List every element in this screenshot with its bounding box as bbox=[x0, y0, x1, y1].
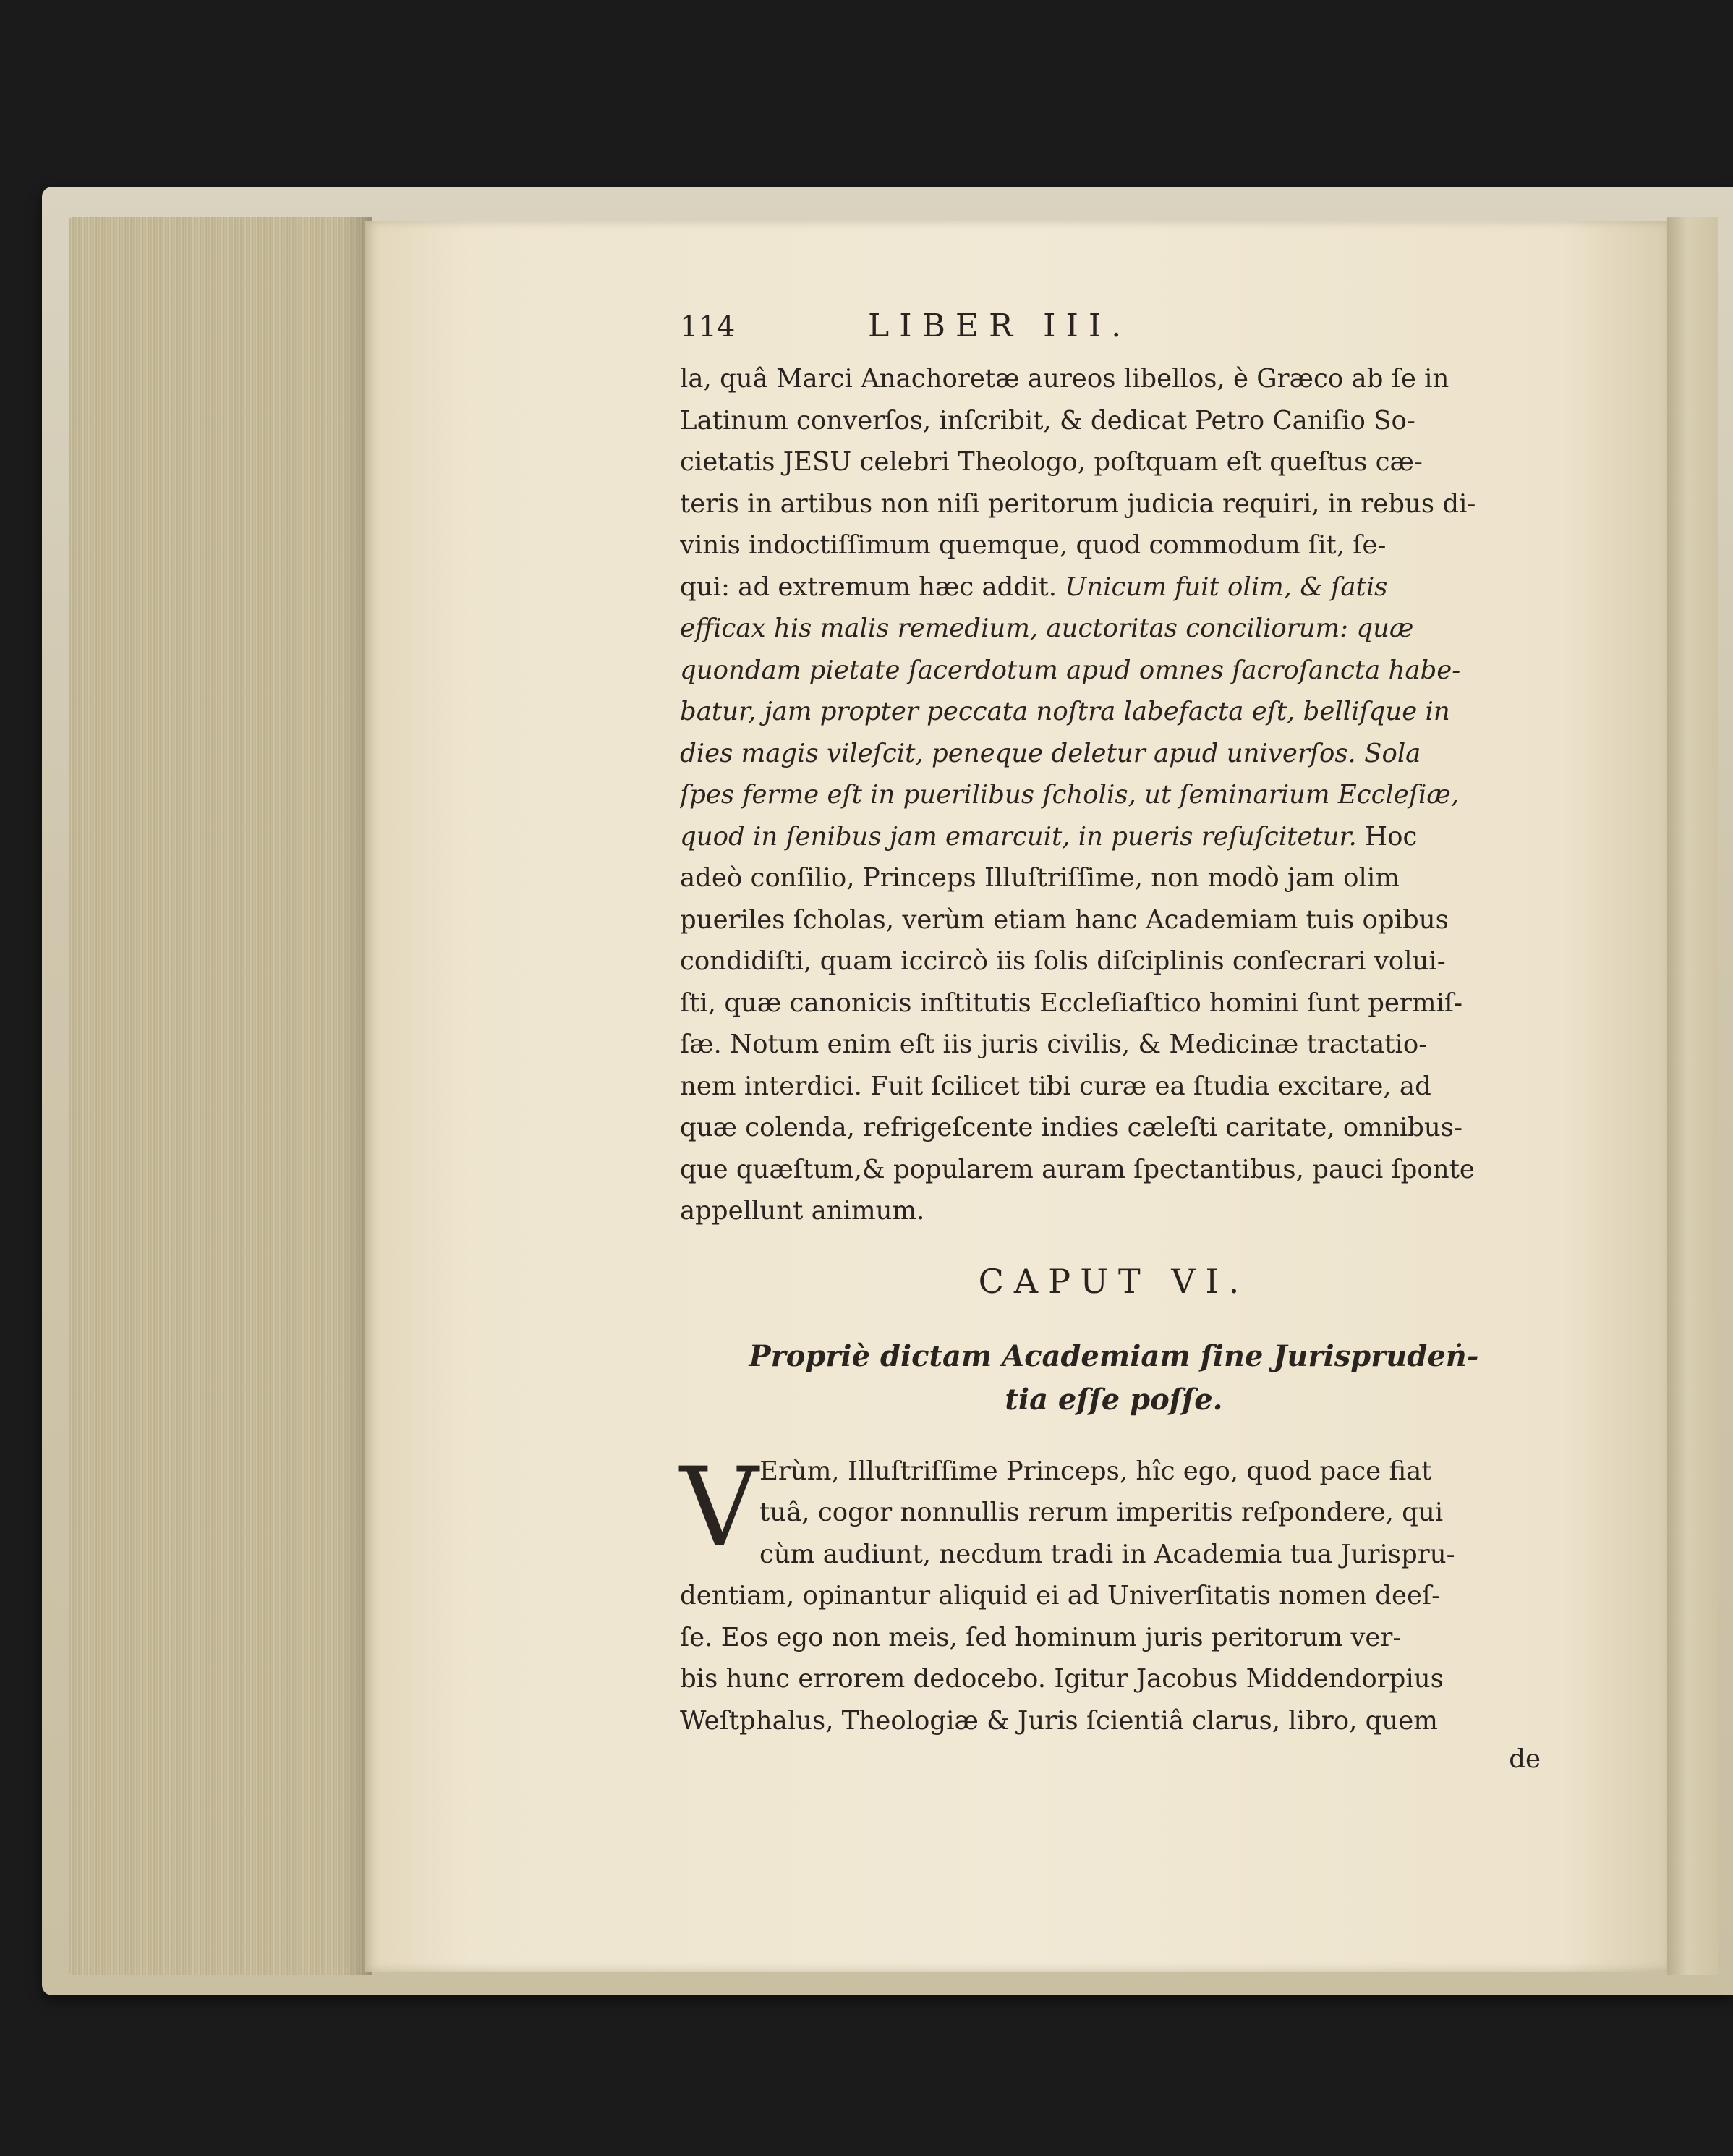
facing-page-edge bbox=[1667, 217, 1718, 1975]
catchword: de bbox=[1509, 1744, 1541, 1774]
chapter-subtitle bbox=[680, 1335, 1548, 1422]
quote-line: dies magis vileſcit, peneque deletur apud univerſos. Sola bbox=[680, 738, 1421, 768]
page-number: 114 bbox=[680, 310, 736, 344]
quote-line: quondam pietate ſacerdotum apud omnes ſacroſancta habe- bbox=[680, 655, 1461, 685]
text-line: ſe. Eos ego non meis, ſed hominum juris peritorum ver- bbox=[680, 1622, 1402, 1652]
text-line: Latinum converſos, inſcribit, & dedicat Petro Caniſio So- bbox=[680, 405, 1415, 436]
text-line: bis hunc errorem dedocebo. Igitur Jacobus Middendorpius bbox=[680, 1664, 1444, 1694]
text-roman: qui: ad extremum hæc addit. bbox=[680, 572, 1065, 602]
text-line: tuâ, cogor nonnullis rerum imperitis reſpondere, qui bbox=[759, 1498, 1444, 1527]
text-italic: Unicum fuit olim, & ſatis bbox=[1065, 572, 1388, 602]
page-edges bbox=[69, 217, 372, 1975]
page-text bbox=[680, 307, 1548, 1778]
text-line: Weſtphalus, Theologiæ & Juris ſcientiâ clarus, libro, quem bbox=[680, 1705, 1438, 1736]
text-line: ſti, quæ canonicis inſtitutis Eccleſiaſtico homini ſunt permiſ- bbox=[680, 988, 1463, 1018]
text-line: adeò conſilio, Princeps Illuſtriſſime, non modò jam olim bbox=[680, 863, 1400, 893]
quote-line: efficax his malis remedium, auctoritas conciliorum: quæ bbox=[680, 614, 1414, 643]
chapter-paragraph bbox=[680, 1444, 1548, 1778]
text-line: quæ colenda, refrigeſcente indies cæleſti caritate, omnibus- bbox=[680, 1113, 1462, 1142]
quote-line: batur, jam propter peccata noſtra labefacta eſt, belliſque in bbox=[680, 697, 1450, 726]
text-line: teris in artibus non niſi peritorum judicia requiri, in rebus di- bbox=[680, 488, 1476, 519]
drop-cap: V bbox=[680, 1444, 759, 1571]
running-title: LIBER III. bbox=[868, 307, 1132, 344]
chapter-subtitle-line: Propriè dictam Academiam ſine Jurisprudeṅ- bbox=[749, 1338, 1479, 1373]
text-roman: Hoc bbox=[1356, 821, 1418, 852]
text-line: Erùm, Illuſtriſſime Princeps, hîc ego, quod pace fiat bbox=[759, 1456, 1432, 1486]
text-line: la, quâ Marci Anachoretæ aureos libellos, è Græco ab ſe in bbox=[680, 364, 1449, 394]
text-line: nem interdici. Fuit ſcilicet tibi curæ ea ſtudia excitare, ad bbox=[680, 1071, 1431, 1101]
chapter-heading: CAPUT VI. bbox=[978, 1261, 1250, 1301]
text-italic: quod in ſenibus jam emarcuit, in pueris reſuſcitetur. bbox=[680, 821, 1357, 852]
text-line: vinis indoctiſſimum quemque, quod commodum ſit, ſe- bbox=[680, 530, 1387, 560]
text-line bbox=[680, 816, 1548, 858]
text-line bbox=[680, 566, 1548, 608]
quote-line: ſpes ferme eſt in puerilibus ſcholis, ut ſeminarium Eccleſiæ, bbox=[680, 780, 1460, 810]
running-head bbox=[680, 307, 1548, 358]
chapter-subtitle-line: tia eſſe poſſe. bbox=[1005, 1382, 1223, 1417]
text-line: condidiſti, quam iccircò iis ſolis diſciplinis conſecrari volui- bbox=[680, 946, 1446, 976]
text-line: ſæ. Notum enim eſt iis juris civilis, & Medicinæ tractatio- bbox=[680, 1030, 1428, 1059]
text-line: appellunt animum. bbox=[680, 1196, 925, 1226]
text-line: cùm audiunt, necdum tradi in Academia tua Jurispru- bbox=[759, 1539, 1455, 1569]
text-line: que quæſtum,& popularem auram ſpectantibus, pauci ſponte bbox=[680, 1154, 1475, 1184]
text-line: dentiam, opinantur aliquid ei ad Univerſitatis nomen deeſ- bbox=[680, 1581, 1441, 1610]
text-line: cietatis JESU celebri Theologo, poſtquam eſt queſtus cæ- bbox=[680, 447, 1423, 477]
text-line: pueriles ſcholas, verùm etiam hanc Academiam tuis opibus bbox=[680, 904, 1449, 935]
